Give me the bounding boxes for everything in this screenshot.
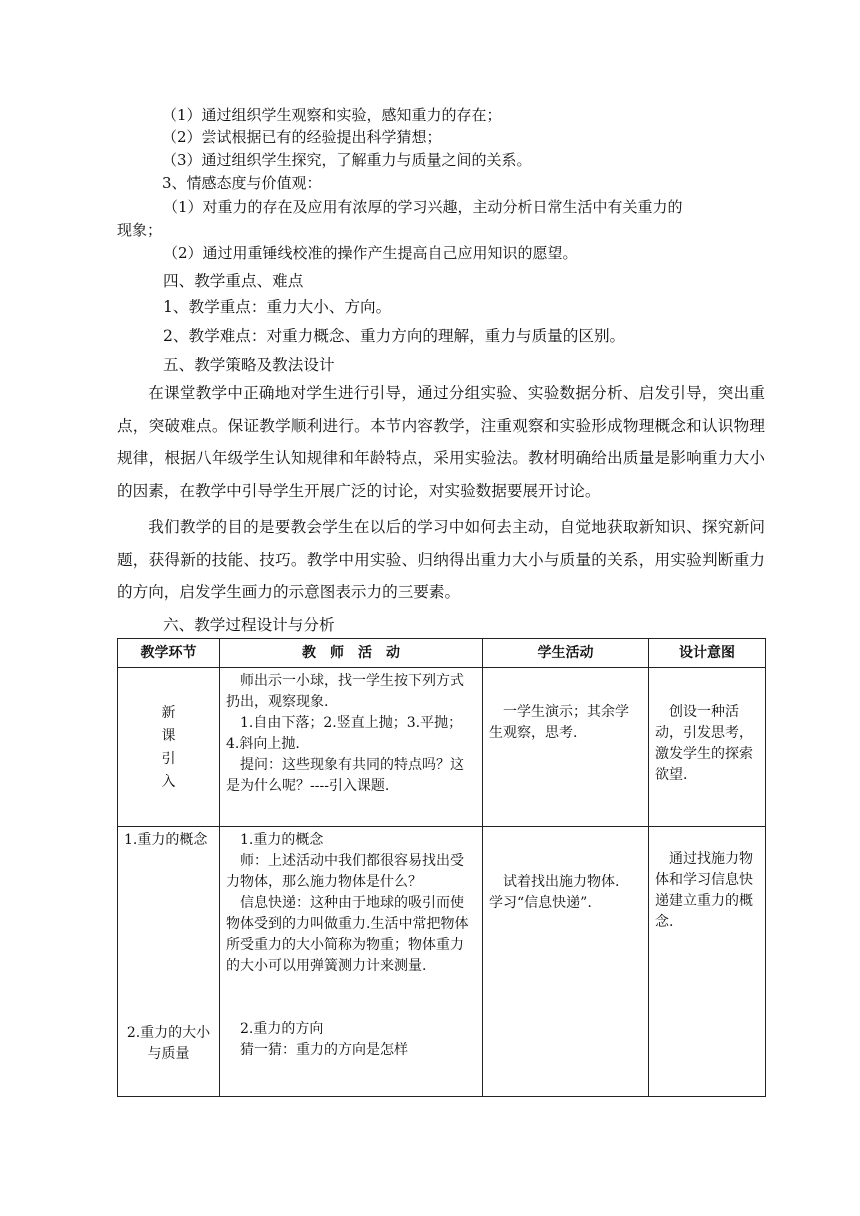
teacher-text: 信息快递：这种由于地球的吸引而使物体受到的力叫做重力.生活中常把物体所受重力的大小简称为物重；物体重力的大小可以用弹簧测力计来测量. [226, 895, 469, 974]
intent-text: 创设一种活动，引发思考，激发学生的探索欲望. [655, 704, 753, 783]
teacher-text: 2.重力的方向 [240, 1021, 324, 1037]
emotion-item-1a: （1）对重力的存在及应用有浓厚的学习兴趣，主动分析日常生活中有关重力的 [163, 198, 683, 216]
section4-difficult-point: 2、教学难点：对重力概念、重力方向的理解，重力与质量的区别。 [163, 327, 626, 345]
objective-process-1: （1）通过组织学生观察和实验，感知重力的存在； [162, 106, 502, 124]
stage-text: 1.重力的概念 [124, 832, 208, 848]
teaching-process-table [117, 638, 766, 1097]
student-text: 试着找出施力物体. [503, 874, 620, 890]
section5-body [117, 377, 765, 609]
design-intent-cell [649, 827, 766, 1097]
section5-heading: 五、教学策略及教法设计 [163, 356, 335, 374]
table-row [118, 668, 766, 827]
stage-char: 引 [161, 751, 176, 767]
table-header-row [118, 639, 766, 668]
emotion-heading: 3、情感态度与价值观： [162, 174, 322, 192]
student-text: 一学生演示；其余学生观察，思考. [489, 704, 629, 741]
teacher-activity-cell [220, 668, 483, 827]
student-activity-cell [483, 668, 649, 827]
header-design-intent: 设计意图 [649, 639, 766, 668]
stage-cell [118, 827, 220, 1097]
emotion-item-1b: 现象； [117, 221, 163, 239]
section6-heading: 六、教学过程设计与分析 [163, 616, 335, 634]
header-stage: 教学环节 [118, 639, 220, 668]
design-intent-cell [649, 668, 766, 827]
stage-char: 新 [161, 705, 176, 721]
student-text: 学习“信息快递”. [489, 895, 592, 911]
header-teacher-activity: 教 师 活 动 [220, 639, 483, 668]
strategy-paragraph-2: 我们教学的目的是要教会学生在以后的学习中如何去主动，自觉地获取新知识、探究新问题，获得新的技能、技巧。教学中用实验、归纳得出重力大小与质量的关系，用实验判断重力的方向，启发学生画力的示意图表示力的三要素。 [117, 518, 765, 601]
stage-cell [118, 668, 220, 827]
stage-char: 入 [161, 774, 176, 790]
teacher-text: 提问：这些现象有共同的特点吗？这是为什么呢？----引入课题. [226, 757, 464, 794]
intent-text: 通过找施力物体和学习信息快递建立重力的概念. [655, 851, 753, 930]
teacher-text: 师：上述活动中我们都很容易找出受力物体，那么施力物体是什么？ [226, 853, 464, 890]
stage-char: 课 [161, 728, 176, 744]
teacher-text: 1.自由下落；2.竖直上抛；3.平抛； 4.斜向上抛. [226, 715, 470, 752]
teacher-activity-cell [220, 827, 483, 1097]
section4-heading: 四、教学重点、难点 [163, 272, 304, 290]
objective-process-2: （2）尝试根据已有的经验提出科学猜想； [162, 128, 442, 146]
objective-process-3: （3）通过组织学生探究，了解重力与质量之间的关系。 [162, 151, 532, 169]
header-student-activity: 学生活动 [483, 639, 649, 668]
student-activity-cell [483, 827, 649, 1097]
table-row [118, 827, 766, 1097]
teacher-text: 猜一猜：重力的方向是怎样 [240, 1042, 408, 1058]
stage-text: 2.重力的大小与质量 [126, 1025, 211, 1062]
teacher-text: 1.重力的概念 [240, 832, 324, 848]
section4-key-point: 1、教学重点：重力大小、方向。 [163, 298, 392, 316]
strategy-paragraph-1: 在课堂教学中正确地对学生进行引导，通过分组实验、实验数据分析、启发引导，突出重点，突破难点。保证教学顺利进行。本节内容教学，注重观察和实验形成物理概念和认识物理规律，根据八年级学生认知规律和年龄特点，采用实验法。教材明确给出质量是影响重力大小的因素，在教学中引导学生开展广泛的讨论，对实验数据要展开讨论。 [117, 384, 765, 500]
teacher-text: 师出示一小球，找一学生按下列方式扔出，观察现象. [226, 673, 464, 710]
emotion-item-2: （2）通过用重锤线校准的操作产生提高自己应用知识的愿望。 [163, 244, 578, 262]
